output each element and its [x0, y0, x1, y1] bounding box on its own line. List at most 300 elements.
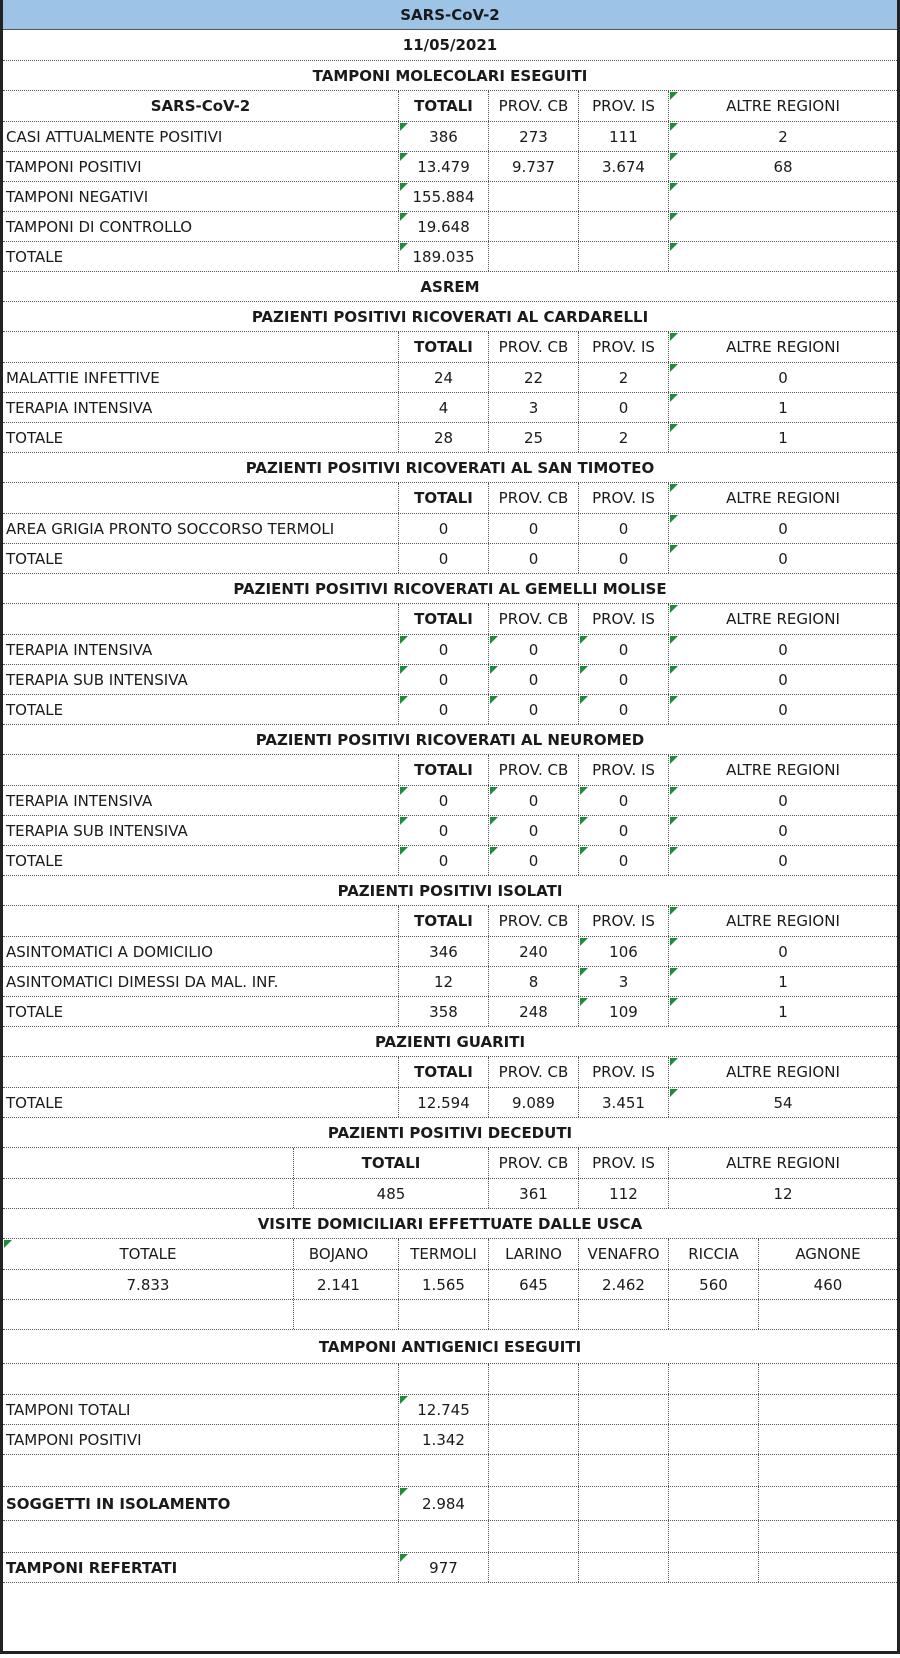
header-prov-is-text: PROV. IS: [592, 912, 655, 930]
comment-marker-icon: [580, 968, 588, 976]
row-label: [3, 182, 398, 211]
comment-marker-icon: [490, 696, 498, 704]
value-prov-is-text: 0: [618, 792, 629, 810]
isolati-row: [3, 967, 897, 997]
usca-value-text: 560: [699, 1276, 728, 1294]
spacer-row: [3, 1521, 897, 1553]
value-prov-is-text: 0: [618, 550, 629, 568]
gemelli-row: [3, 695, 897, 725]
usca-value-text: 1.565: [422, 1276, 465, 1294]
header-altre-regioni-text: ALTRE REGIONI: [726, 1154, 840, 1172]
header-prov-is: [578, 906, 668, 936]
header-label-text: SARS-CoV-2: [150, 97, 251, 115]
value-prov-is: [578, 937, 668, 966]
value-totali: [398, 1088, 488, 1117]
row-label: [3, 1425, 398, 1454]
value-prov-is: [578, 122, 668, 151]
value-totali: [398, 544, 488, 573]
value-refertati: [398, 1553, 488, 1582]
antigenici-totali-row: [3, 1395, 897, 1425]
value-prov-is-text: 3.451: [602, 1094, 645, 1112]
value-totali-text: 0: [438, 822, 449, 840]
table-cell: [488, 1425, 578, 1454]
section-usca-row: [3, 1209, 897, 1239]
value-totali-text: 19.648: [417, 218, 470, 236]
row-label-text: TAMPONI REFERTATI: [6, 1559, 178, 1577]
header-prov-is: [578, 483, 668, 513]
table-cell: [488, 1487, 578, 1520]
comment-marker-icon: [580, 787, 588, 795]
header-totali-text: TOTALI: [414, 489, 473, 507]
table-cell: [398, 1521, 488, 1552]
row-label-text: TOTALE: [6, 1003, 64, 1021]
value-prov-is: [578, 423, 668, 452]
section-gemelli: [3, 574, 897, 603]
value-altre-regioni-text: 0: [778, 671, 788, 689]
row-label: [3, 695, 398, 724]
header-prov-is-text: PROV. IS: [592, 489, 655, 507]
isolati-header-row: [3, 906, 897, 937]
comment-marker-icon: [490, 817, 498, 825]
value-prov-cb: [488, 846, 578, 875]
comment-marker-icon: [400, 1488, 408, 1496]
table-cell: [758, 1553, 897, 1582]
value-totali: [398, 423, 488, 452]
comment-marker-icon: [670, 998, 678, 1006]
value-prov-is: [578, 967, 668, 996]
table-cell: [668, 1487, 758, 1520]
row-label: [3, 1487, 398, 1520]
value-prov-cb: [488, 423, 578, 452]
value-totali-text: 358: [429, 1003, 458, 1021]
row-label: [3, 846, 398, 875]
comment-marker-icon: [400, 696, 408, 704]
header-prov-cb-text: PROV. CB: [498, 489, 569, 507]
table-cell: [398, 1300, 488, 1329]
section-guariti-row: [3, 1027, 897, 1057]
value-totali: [398, 393, 488, 422]
header-label: [3, 755, 398, 785]
row-label: [3, 1395, 398, 1424]
value-altre-regioni-text: 0: [778, 641, 788, 659]
neuromed-row: [3, 846, 897, 876]
value-totali-text: 0: [438, 550, 449, 568]
value-altre-regioni: [668, 1179, 897, 1208]
value-altre-regioni: [668, 393, 897, 422]
value-prov-is: [578, 212, 668, 241]
spacer-row: [3, 1364, 897, 1395]
value-totali: [398, 967, 488, 996]
value-totali: [398, 937, 488, 966]
row-label: [3, 1553, 398, 1582]
value-prov-is-text: 0: [618, 701, 629, 719]
section-antigenici: [3, 1330, 897, 1363]
usca-header: [3, 1239, 293, 1269]
comment-marker-icon: [580, 938, 588, 946]
value-prov-is-text: 2: [618, 429, 629, 447]
section-isolati: [3, 876, 897, 905]
isolamento-row: [3, 1487, 897, 1521]
row-label-text: TERAPIA SUB INTENSIVA: [6, 671, 188, 689]
value-prov-is-text: 0: [618, 822, 629, 840]
row-label: [3, 544, 398, 573]
value-altre-regioni-text: 0: [778, 852, 788, 870]
cardarelli-row: [3, 363, 897, 393]
value-prov-is-text: 0: [618, 520, 629, 538]
value-altre-regioni: [668, 937, 897, 966]
row-label: [3, 937, 398, 966]
report-title: SARS-CoV-2: [3, 0, 897, 30]
row-label: [3, 242, 398, 271]
header-prov-is-text: PROV. IS: [592, 761, 655, 779]
comment-marker-icon: [400, 787, 408, 795]
value-prov-cb: [488, 997, 578, 1026]
usca-value: [758, 1270, 897, 1299]
value-altre-regioni: [668, 363, 897, 392]
value-isolamento: [398, 1487, 488, 1520]
usca-value: [398, 1270, 488, 1299]
value-totali-text: 0: [438, 852, 449, 870]
value-prov-cb: [488, 695, 578, 724]
value-totali: [398, 242, 488, 271]
deceduti-header-row: [3, 1148, 897, 1179]
row-label-text: TAMPONI POSITIVI: [6, 158, 142, 176]
neuromed-header-row: [3, 755, 897, 786]
value-prov-cb-text: 0: [528, 822, 539, 840]
value-altre-regioni: [668, 635, 897, 664]
table-cell: [668, 1300, 758, 1329]
value-prov-is: [578, 1088, 668, 1117]
row-label-text: SOGGETTI IN ISOLAMENTO: [6, 1495, 231, 1513]
table-cell: [488, 1300, 578, 1329]
row-label-text: TAMPONI NEGATIVI: [6, 188, 149, 206]
usca-value-text: 460: [813, 1276, 843, 1294]
value-altre-regioni: [668, 423, 897, 452]
table-cell: [3, 1364, 398, 1394]
refertati-row: [3, 1553, 897, 1583]
table-cell: [398, 1455, 488, 1486]
comment-marker-icon: [670, 666, 678, 674]
comment-marker-icon: [400, 153, 408, 161]
table-cell: [758, 1364, 897, 1394]
value-prov-cb: [488, 544, 578, 573]
value-prov-cb-text: 0: [528, 550, 539, 568]
usca-value-text: 2.462: [602, 1276, 645, 1294]
value-prov-cb-text: 0: [528, 852, 539, 870]
header-label: [3, 604, 398, 634]
section-guariti: [3, 1027, 897, 1056]
section-san-timoteo-text: PAZIENTI POSITIVI RICOVERATI AL SAN TIMOTEO: [245, 459, 655, 477]
value-prov-is: [578, 182, 668, 211]
molecolari-row: [3, 212, 897, 242]
value-altre-regioni-text: 12: [773, 1185, 793, 1203]
header-totali-text: TOTALI: [414, 97, 473, 115]
comment-marker-icon: [490, 787, 498, 795]
section-san-timoteo-row: [3, 453, 897, 483]
value-totali: [398, 997, 488, 1026]
antigenici-positivi-row: [3, 1425, 897, 1455]
row-label-text: TERAPIA SUB INTENSIVA: [6, 822, 188, 840]
comment-marker-icon: [400, 847, 408, 855]
header-prov-cb-text: PROV. CB: [498, 761, 569, 779]
table-cell: [3, 1455, 398, 1486]
value-altre-regioni: [668, 1088, 897, 1117]
usca-header: [293, 1239, 383, 1269]
value-altre-regioni: [668, 997, 897, 1026]
table-cell: [758, 1300, 897, 1329]
value-altre-regioni: [668, 786, 897, 815]
row-label: [3, 967, 398, 996]
section-deceduti-row: [3, 1118, 897, 1148]
table-cell: [758, 1487, 897, 1520]
header-label: [3, 906, 398, 936]
section-cardarelli-text: PAZIENTI POSITIVI RICOVERATI AL CARDARELLI: [251, 308, 649, 326]
value-altre-regioni-text: 0: [778, 822, 788, 840]
usca-header-row: [3, 1239, 897, 1270]
header-prov-is-text: PROV. IS: [592, 610, 655, 628]
table-cell: [578, 1487, 668, 1520]
comment-marker-icon: [670, 787, 678, 795]
row-label: [3, 152, 398, 181]
value-totali-text: 0: [438, 792, 449, 810]
isolati-row: [3, 937, 897, 967]
header-altre-regioni-text: ALTRE REGIONI: [726, 610, 840, 628]
value-totali: [398, 846, 488, 875]
row-label: [3, 665, 398, 694]
table-cell: [668, 1521, 758, 1552]
comment-marker-icon: [400, 243, 408, 251]
value-totali: [398, 665, 488, 694]
header-altre-regioni: [668, 1148, 897, 1178]
value-prov-is: [578, 544, 668, 573]
comment-marker-icon: [400, 1396, 408, 1404]
row-label: [3, 393, 398, 422]
usca-header: [398, 1239, 488, 1269]
value-altre-regioni-text: 0: [778, 792, 788, 810]
value-prov-is: [578, 665, 668, 694]
header-totali-text: TOTALI: [414, 338, 473, 356]
value-prov-cb: [488, 967, 578, 996]
value-totali-text: 0: [438, 520, 449, 538]
section-san-timoteo: [3, 453, 897, 482]
value-altre-regioni: [668, 514, 897, 543]
value-tamponi-positivi-text: 1.342: [422, 1431, 465, 1449]
row-label-text: TERAPIA INTENSIVA: [6, 792, 153, 810]
section-molecolari-text: TAMPONI MOLECOLARI ESEGUITI: [312, 67, 588, 85]
comment-marker-icon: [400, 123, 408, 131]
value-prov-is: [578, 846, 668, 875]
header-prov-is: [578, 1148, 668, 1178]
usca-value-text: 7.833: [126, 1276, 170, 1294]
header-prov-cb: [488, 604, 578, 634]
table-cell: [668, 1455, 758, 1486]
header-prov-cb: [488, 755, 578, 785]
comment-marker-icon: [670, 817, 678, 825]
header-totali: [398, 906, 488, 936]
header-totali-text: TOTALI: [361, 1154, 421, 1172]
value-prov-cb: [488, 786, 578, 815]
value-altre-regioni: [668, 544, 897, 573]
header-prov-cb: [488, 1057, 578, 1087]
value-prov-cb-text: 0: [528, 701, 539, 719]
usca-header-text: BOJANO: [308, 1245, 369, 1263]
san-timoteo-row: [3, 514, 897, 544]
row-label-text: TOTALE: [6, 248, 64, 266]
value-altre-regioni: [668, 665, 897, 694]
value-altre-regioni-text: 54: [773, 1094, 793, 1112]
table-cell: [758, 1395, 897, 1424]
value-prov-is-text: 0: [618, 641, 629, 659]
section-molecolari-row: [3, 61, 897, 91]
header-totali: [398, 483, 488, 513]
header-label: [3, 332, 398, 362]
comment-marker-icon: [490, 847, 498, 855]
comment-marker-icon: [670, 907, 678, 915]
value-prov-is: [578, 514, 668, 543]
section-neuromed-row: [3, 725, 897, 755]
comment-marker-icon: [400, 636, 408, 644]
row-label: [3, 816, 398, 845]
table-cell: [488, 1553, 578, 1582]
table-cell: [578, 1521, 668, 1552]
section-neuromed-text: PAZIENTI POSITIVI RICOVERATI AL NEUROMED: [255, 731, 645, 749]
header-totali: [293, 1148, 488, 1178]
header-totali-text: TOTALI: [414, 912, 473, 930]
usca-header: [488, 1239, 578, 1269]
table-cell: [488, 1364, 578, 1394]
molecolari-header-row: [3, 91, 897, 122]
comment-marker-icon: [670, 605, 678, 613]
value-altre-regioni-text: 0: [778, 520, 788, 538]
value-prov-is: [578, 393, 668, 422]
value-totali-text: 0: [438, 701, 449, 719]
comment-marker-icon: [580, 666, 588, 674]
header-totali: [398, 91, 488, 121]
comment-marker-icon: [580, 636, 588, 644]
section-gemelli-row: [3, 574, 897, 604]
comment-marker-icon: [670, 243, 678, 251]
value-totali: [293, 1179, 488, 1208]
table-cell: [668, 1364, 758, 1394]
neuromed-row: [3, 786, 897, 816]
header-prov-cb: [488, 906, 578, 936]
header-altre-regioni-text: ALTRE REGIONI: [726, 761, 840, 779]
comment-marker-icon: [670, 333, 678, 341]
value-prov-is-text: 0: [618, 399, 629, 417]
section-gemelli-text: PAZIENTI POSITIVI RICOVERATI AL GEMELLI MOLISE: [233, 580, 667, 598]
value-totali-text: 0: [438, 641, 449, 659]
usca-header-text: AGNONE: [795, 1245, 861, 1263]
section-usca-text: VISITE DOMICILIARI EFFETTUATE DALLE USCA: [257, 1215, 643, 1233]
value-prov-cb: [488, 212, 578, 241]
value-altre-regioni-text: 68: [773, 158, 793, 176]
row-label-text: TOTALE: [6, 1094, 64, 1112]
row-label-text: TERAPIA INTENSIVA: [6, 399, 153, 417]
comment-marker-icon: [400, 817, 408, 825]
table-cell: [758, 1455, 897, 1486]
empty-cell: [3, 1148, 293, 1178]
header-prov-cb: [488, 1148, 578, 1178]
value-prov-is-text: 3: [618, 973, 629, 991]
row-label-text: TOTALE: [6, 550, 64, 568]
comment-marker-icon: [400, 1554, 408, 1562]
header-totali-text: TOTALI: [414, 1063, 473, 1081]
row-label-text: CASI ATTUALMENTE POSITIVI: [6, 128, 223, 146]
value-totali-text: 485: [376, 1185, 406, 1203]
header-prov-cb-text: PROV. CB: [498, 97, 569, 115]
value-altre-regioni: [668, 967, 897, 996]
header-prov-is: [578, 755, 668, 785]
section-cardarelli-row: [3, 302, 897, 332]
header-totali: [398, 604, 488, 634]
row-label-text: TERAPIA INTENSIVA: [6, 641, 153, 659]
section-deceduti: [3, 1118, 897, 1147]
row-label-text: TOTALE: [6, 701, 64, 719]
guariti-row: [3, 1088, 897, 1118]
value-totali: [398, 786, 488, 815]
row-label-text: MALATTIE INFETTIVE: [6, 369, 160, 387]
neuromed-row: [3, 816, 897, 846]
header-prov-cb-text: PROV. CB: [498, 912, 569, 930]
header-prov-is-text: PROV. IS: [592, 338, 655, 356]
section-guariti-text: PAZIENTI GUARITI: [374, 1033, 526, 1051]
value-prov-cb-text: 0: [528, 792, 539, 810]
value-totali-text: 4: [438, 399, 449, 417]
value-prov-cb: [488, 363, 578, 392]
usca-header-text: VENAFRO: [587, 1245, 660, 1263]
value-prov-cb-text: 9.737: [512, 158, 555, 176]
value-altre-regioni: [668, 242, 897, 271]
header-prov-cb-text: PROV. CB: [498, 1063, 569, 1081]
comment-marker-icon: [670, 636, 678, 644]
comment-marker-icon: [670, 515, 678, 523]
value-prov-cb: [488, 514, 578, 543]
header-altre-regioni-text: ALTRE REGIONI: [726, 489, 840, 507]
comment-marker-icon: [670, 756, 678, 764]
row-label-text: TAMPONI POSITIVI: [6, 1431, 142, 1449]
table-cell: [668, 1553, 758, 1582]
table-cell: [488, 1521, 578, 1552]
value-totali: [398, 514, 488, 543]
header-prov-is: [578, 1057, 668, 1087]
usca-header: [668, 1239, 758, 1269]
header-prov-cb: [488, 483, 578, 513]
value-totali-text: 28: [433, 429, 454, 447]
value-prov-cb: [488, 242, 578, 271]
header-altre-regioni: [668, 91, 897, 121]
section-isolati-text: PAZIENTI POSITIVI ISOLATI: [337, 882, 563, 900]
value-totali: [398, 152, 488, 181]
value-prov-is-text: 106: [609, 943, 638, 961]
value-prov-is-text: 0: [618, 852, 629, 870]
cardarelli-row: [3, 423, 897, 453]
header-prov-is: [578, 604, 668, 634]
header-totali: [398, 332, 488, 362]
usca-value: [668, 1270, 758, 1299]
usca-header: [758, 1239, 897, 1269]
value-altre-regioni-text: 1: [778, 1003, 788, 1021]
header-prov-is-text: PROV. IS: [592, 1154, 655, 1172]
comment-marker-icon: [580, 817, 588, 825]
value-prov-is-text: 111: [609, 128, 638, 146]
section-deceduti-text: PAZIENTI POSITIVI DECEDUTI: [327, 1124, 573, 1142]
table-cell: [3, 1300, 293, 1329]
header-prov-cb-text: PROV. CB: [498, 338, 569, 356]
value-altre-regioni: [668, 152, 897, 181]
molecolari-row: [3, 122, 897, 152]
gemelli-header-row: [3, 604, 897, 635]
comment-marker-icon: [670, 183, 678, 191]
